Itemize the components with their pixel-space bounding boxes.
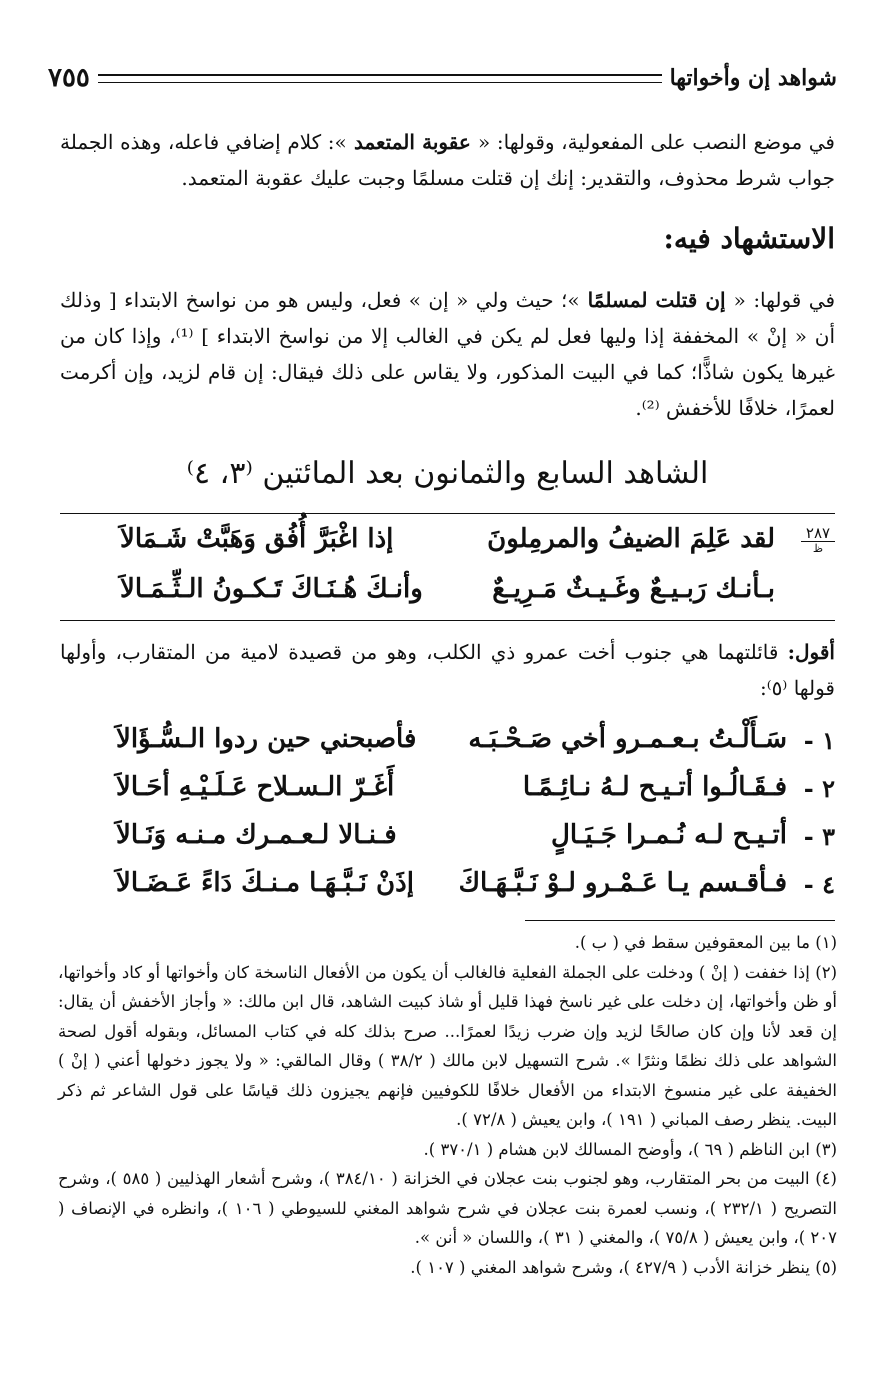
verse-hemistich: وأنـكَ هُـنَـاكَ تَـكـونُ الـثِّـمَـالاَ [120,574,423,604]
poem-hemistich: فأصبحني حين ردوا الـسُّـؤَالاَ [116,724,417,754]
running-title: شواهد إن وأخواتها [669,65,837,91]
verse-line [60,574,835,614]
poem-hemistich: فـنـالا لـعـمـرك مـنـه وَنَـالاَ [116,820,397,850]
poem-line [60,772,835,816]
footnote: (٥) ينظر خزانة الأدب ( ٤٢٧/٩ )، وشرح شواهد المغني ( ١٠٧ ). [410,1257,837,1277]
page-number: ٧٥٥ [48,63,90,93]
poem-line [60,868,835,912]
poem-line [60,724,835,768]
footnote: (٣) ابن الناظم ( ٦٩ )، وأوضح المسالك لابن هشام ( ٣٧٠/١ ). [423,1139,837,1159]
poem-hemistich: فـقَـالُـوا أتـيـح لـهُ نـائِـمًـا [522,772,787,802]
verse-line [60,524,835,564]
page-header [48,56,837,100]
footnote-separator [525,920,835,921]
poem-line-number: ٤ - [803,870,835,899]
poem-hemistich: أَغَـرّ الـسـلاح عَـلَـيْـهِ أحَـالاَ [116,772,395,802]
footnotes [58,928,837,1282]
istishhad-text-b: »؛ حيث ولي « إن » فعل، وليس هو من نواسخ الابتداء [ وذلك أن « إنْ » المخففة إذا وليها فعل لم يكن في الغالب إلا من نواسخ الابتداء ] ⁽¹⁾، وإذا كان من غيرها يكون شاذًّا؛ كما في البيت المذكور، ولا يقاس على ذلك فيقال: إن قام لزيد، وإن أكرمت لعمرًا، خلافًا للأخفش ⁽²⁾. [60,288,836,420]
istishhad-text-a: في قولها: « [733,288,836,312]
footnote: (٢) إذا خففت ( إنْ ) ودخلت على الجملة الفعلية فالغالب أن يكون من الأفعال الناسخة كان وأخواتها أو كاد وأخواتها، أو ظن وأخواتها، إن دخلت على غير ناسخ فهذا قليل أو شاذ كبيت الشاهد، قال ابن مالك: « وأجاز الأخفش أن يقال: إن قعد لأنا وإن كان صالحًا لزيد وإن ضرب زيدًا لعمرًا... صرح بذلك كله في كتاب المسائل، وبقوله أقول لصحة الشواهد على ذلك نظمًا ونثرًا ». شرح التسهيل لابن مالك ( ٣٨/٢ ) وقال المالقي: « ولا يجوز دخولها أعني ( إنْ ) الخفيفة على غير منسوخ الابتداء من الأفعال خلافًا للكوفيين فإنهم يجيزون ذلك قياسًا على قول الشاعر ثم ذكر البيت. ينظر رصف المباني ( ١٩١ )، وابن يعيش ( ٧٢/٨ ). [58,962,838,1129]
poem-line-number: ١ - [803,726,835,755]
aqulu-label: أقول: [787,640,835,664]
istishhad-paragraph [60,282,835,426]
header-rule [98,74,662,83]
witness-verse [60,522,835,622]
poem-line-number: ٢ - [803,774,835,803]
footnote: (٤) البيت من بحر المتقارب، وهو لجنوب بنت عجلان في الخزانة ( ٣٨٤/١٠ )، وشرح أشعار الهذليين ( ٥٨٥ )، وشرح التصريح ( ٢٣٢/١ )، ونسب لعمرة بنت عجلان في شرح شواهد المغني للسيوطي ( ١٠٦ )، وانظره في الإنصاف ( ٢٠٧ )، وابن يعيش ( ٧٥/٨ )، والمغني ( ٣١ )، واللسان « أنن ». [58,1169,837,1247]
footnote: (١) ما بين المعقوفين سقط في ( ب ). [574,933,837,952]
verse-hemistich: لقد عَلِمَ الضيفُ والمرمِلونَ [487,524,775,554]
verse-hemistich: بـأنـك رَبـيـعٌ وغَـيـثٌ مَـرِيـعٌ [492,574,775,604]
intro-bold-phrase: عقوبة المتعمد [346,130,479,154]
istishhad-bold-phrase: إن قتلت لمسلمًا [579,288,734,312]
aqulu-paragraph [60,634,835,706]
poem-hemistich: أتـيـح لـه نُـمـرا جَـيَـالٍ [551,820,787,850]
intro-paragraph [60,124,835,196]
aqulu-text: قائلتهما هي جنوب أخت عمرو ذي الكلب، وهو من قصيدة لامية من المتقارب، وأولها قولها ⁽٥⁾: [60,640,835,700]
intro-text-b: »: كلام إضافي فاعله، وهذه الجملة جواب شرط محذوف، والتقدير: إنك إن قتلت مسلمًا وجبت عليك عقوبة المتعمد. [60,130,835,190]
poem-hemistich: فـأقـسم يـا عَـمْـرو لـوْ نَـبَّـهَـاكَ [458,868,787,898]
intro-text-a: في موضع النصب على المفعولية، وقولها: « [478,130,835,154]
verse-hemistich: إذا اغْبَرَّ أُفُق وَهَبَّتْ شَـمَالاَ [120,524,394,554]
witness-heading: الشاهد السابع والثمانون بعد المائتين ⁽٣، ٤⁾ [186,456,709,491]
poem-line-number: ٣ - [803,822,835,851]
istishhad-heading: الاستشهاد فيه: [663,222,835,255]
verse-number-top: ٢٨٧ [801,526,835,542]
poem-hemistich: سَـأَلْـتُ بـعـمـرو أخي صَـحْـبَـه [468,724,787,754]
verse-number-bottom: ظ [812,542,824,555]
verse-bottom-rule [60,620,835,621]
poem-hemistich: إذَنْ نَـبَّـهَـا مـنـكَ دَاءً عَـضَـالاَ [116,868,414,898]
verse-top-rule [60,513,835,514]
poem-line [60,820,835,864]
